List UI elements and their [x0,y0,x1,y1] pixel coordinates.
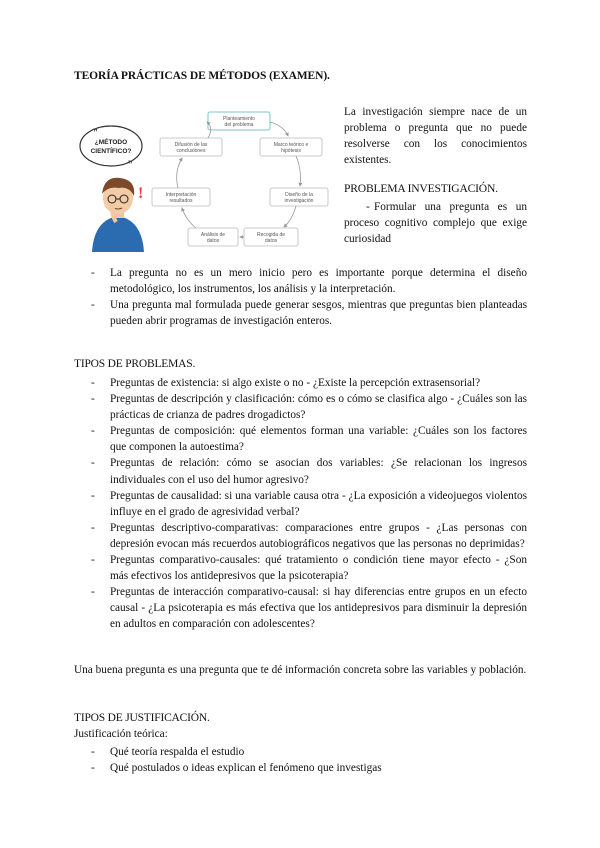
list-item-text: Preguntas de causalidad: si una variable causa otra - ¿La exposición a videojuegos violentos influye en el grado de agresividad verbal? [110,489,527,518]
list-item-text: Preguntas de composición: qué elementos forman una variable: ¿Cuáles son los factores que componen la autoestima? [110,425,527,454]
step-label: Interpretación [165,192,197,198]
step-label: investigación [284,198,314,204]
exclamation-icon: ! [138,185,144,202]
list-item-text: Preguntas de relación: cómo se asocian dos variables: ¿Se relacionan los ingresos individuales con el uso del humor agresivo? [110,457,527,486]
list-item-text: Una pregunta mal formulada puede generar sesgos, mientras que preguntas bien planteadas pueden abrir programas de investigación enteros. [110,299,527,327]
list-bullet: - [91,521,95,534]
step-label: resultados [169,198,193,204]
buena-pregunta-paragraph: Una buena pregunta es una pregunta que te dé información concreta sobre las variables y población. [74,664,527,676]
list-item [74,552,527,584]
step-label: del problema [224,122,254,128]
list-bullet: - [91,267,95,279]
list-item-text: La pregunta no es un mero inicio pero es importante porque determina el diseño metodológico, los instrumentos, los análisis y la interpretación. [110,267,527,295]
list-bullet: - [91,299,95,311]
bubble-line-1: ¿MÉTODO [94,139,128,146]
list-item-text: Preguntas de descripción y clasificación: cómo es o cómo se clasifica algo - ¿Cuáles son las prácticas de crianza de padres drogadictos? [110,393,527,422]
bubble-mark-icon: ❞ [128,159,133,169]
list-item [74,455,527,487]
list-item [74,297,527,329]
list-item [74,488,527,520]
list-item [74,520,527,552]
list-item [74,391,527,423]
tipos-problemas-list [74,375,527,633]
intro-text: La investigación siempre nace de un problema o pregunta que no puede resolverse con los conocimientos existentes. [344,106,527,166]
step-label: datos [264,238,278,244]
list-item-text: Qué postulados o ideas explican el fenómeno que investigas [110,762,382,774]
list-item [74,744,527,760]
list-bullet: - [91,377,95,389]
list-item [74,375,527,391]
step-label: conclusiones [176,148,206,154]
list-item-text: Preguntas comparativo-causales: qué tratamiento o condición tiene mayor efecto - ¿Son más efectivos los antidepresivos que la psicoterapia? [110,554,527,583]
step-label: datos [206,238,220,244]
step-label: Diseño de la [285,192,313,198]
list-item-text: Preguntas de existencia: si algo existe o no - ¿Existe la percepción extrasensorial? [110,377,481,389]
list-item-text: Qué teoría respalda el estudio [110,746,245,758]
list-item [74,760,527,776]
intro-paragraph [344,104,527,168]
list-bullet: - [91,762,95,774]
bubble-line-2: CIENTÍFICO? [90,148,132,155]
list-item-text: Preguntas de interacción comparativo-causal: si hay diferencias entre grupos en un efecto causal - ¿La psicoterapia es más efectiva que los antidepresivos para disminuir la depresión en adultos en comparación con adolescentes? [110,586,527,631]
list-bullet: - [91,746,95,758]
step-label: hipótesis [281,148,301,154]
list-bullet: - [91,457,95,470]
bubble-mark-icon: ❞ [93,127,98,137]
thinking-person-icon [92,178,144,252]
tipos-problemas-heading: TIPOS DE PROBLEMAS. [74,358,196,370]
step-label: Análisis de [200,232,226,238]
list-item [74,265,527,297]
step-label: Recogida de [256,232,286,238]
list-bullet: - [91,554,95,567]
problema-heading: PROBLEMA INVESTIGACIÓN. [344,182,498,195]
list-bullet: - [366,201,370,213]
step-label: Planteamiento [223,116,255,122]
step-label: Difusión de las [174,142,208,148]
tipos-justificacion-heading: TIPOS DE JUSTIFICACIÓN. [74,712,210,724]
method-cycle-illustration [74,102,334,257]
list-item [74,584,527,632]
method-steps [152,112,328,246]
problema-body [344,199,527,247]
problema-text: Formular una pregunta es un proceso cognitivo complejo que exige curiosidad [344,201,527,245]
notes-list [74,265,527,329]
list-bullet: - [91,489,95,502]
tipos-justificacion-list [74,744,527,776]
scientific-method-diagram [74,102,334,257]
list-bullet: - [91,425,95,438]
list-bullet: - [91,393,95,406]
step-label: Marco teórico e [273,142,309,148]
list-item [74,423,527,455]
list-item-text: Preguntas descriptivo-comparativas: comparaciones entre grupos - ¿Las personas con depresión evocan más recuerdos autobiográficos negativos que las personas no deprimidas? [110,521,527,550]
document-title: TEORÍA PRÁCTICAS DE MÉTODOS (EXAMEN). [74,70,330,82]
justificacion-teorica-label: Justificación teórica: [74,728,168,740]
speech-bubble [80,126,142,169]
list-bullet: - [91,586,95,599]
